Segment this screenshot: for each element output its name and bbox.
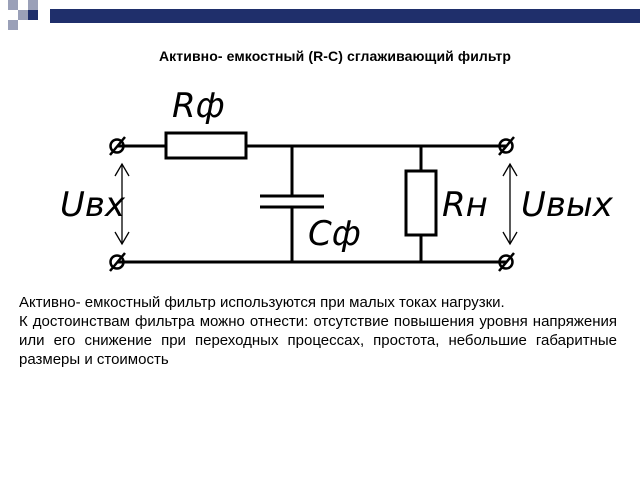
output-voltage-arrow (503, 164, 517, 244)
input-terminal-top (110, 137, 125, 155)
label-u-out: Uвых (521, 185, 613, 225)
slide-body-text (19, 293, 617, 369)
load-resistor (406, 171, 436, 235)
label-c-filter: Cф (308, 214, 361, 254)
body-line-1: Активно- емкостный фильтр используются при малых токах нагрузки. (19, 294, 505, 311)
label-r-load: Rн (442, 185, 488, 225)
body-paragraph-2: К достоинствам фильтра можно отнести: отсутствие повышения уровня напряжения или его снижение при переходных процессах, простота, небольшие габаритные размеры и стоимость (19, 313, 617, 368)
label-u-in: Uвх (60, 185, 126, 225)
label-r-filter: Rф (172, 86, 225, 126)
filter-resistor (166, 133, 246, 158)
slide-title: Активно- емкостный (R-C) сглаживающий фильтр (158, 48, 512, 64)
input-terminal-bottom (110, 253, 125, 271)
